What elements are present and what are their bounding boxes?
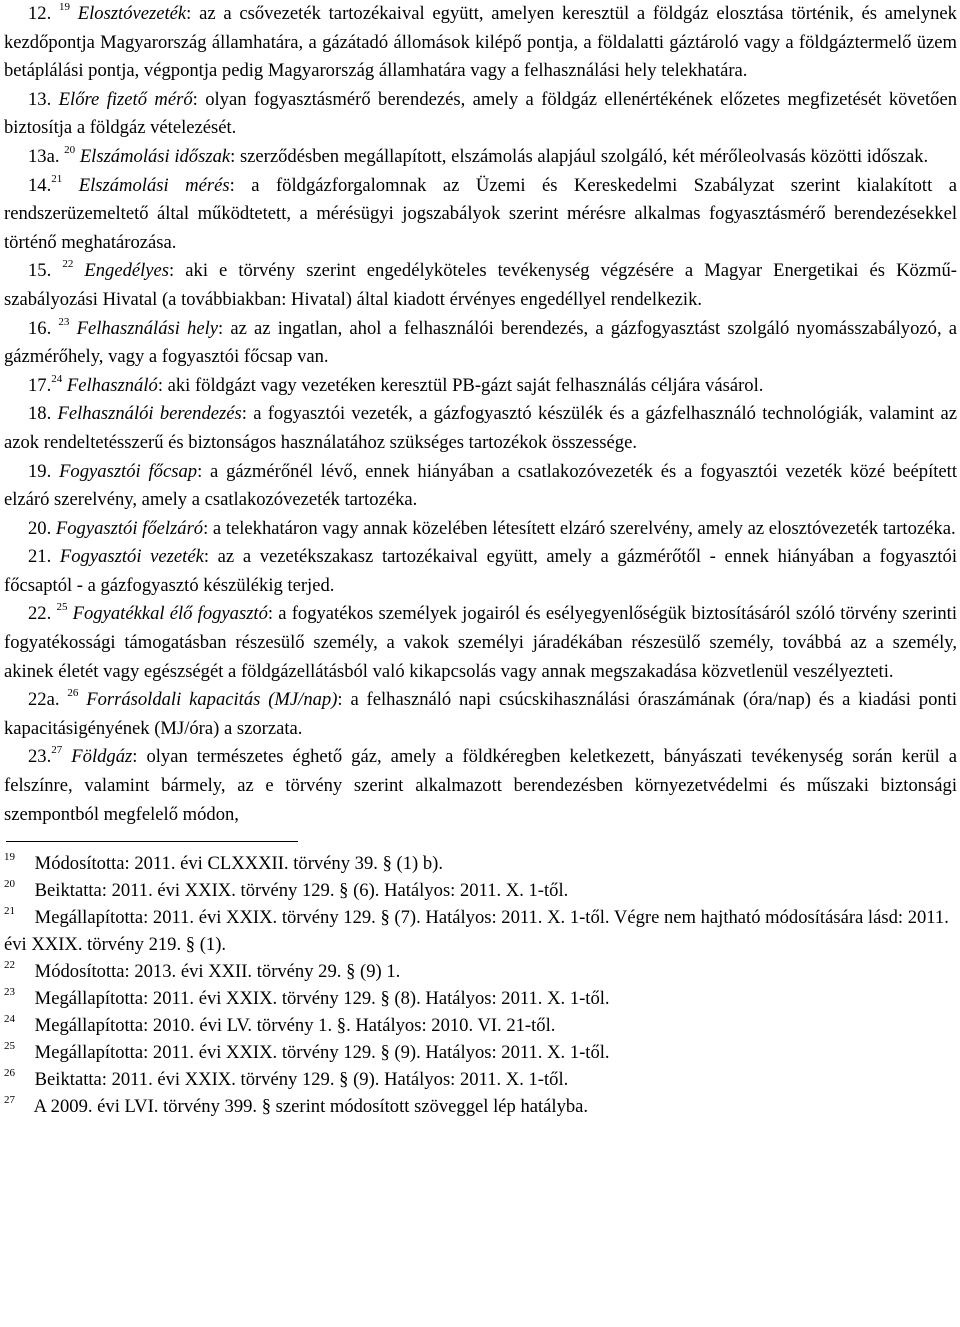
definition-paragraph — [4, 686, 957, 743]
footnote-text: Módosította: 2011. évi CLXXXII. törvény 39. § (1) b). — [34, 853, 443, 875]
footnote-text: Megállapította: 2010. évi LV. törvény 1. §. Hatályos: 2010. VI. 21-től. — [34, 1015, 556, 1037]
footnote-text: Beiktatta: 2011. évi XXIX. törvény 129. § (9). Hatályos: 2011. X. 1-től. — [34, 1069, 569, 1091]
definition-text: : a felhasználó napi csúcskihasználási óraszámának (óra/nap) és a kiadási ponti kapacitásigényének (MJ/óra) a szorzata. — [4, 689, 957, 739]
defined-term: Előre fizető mérő — [58, 88, 193, 110]
footnote-ref[interactable]: 22 — [62, 258, 74, 271]
paragraph-number: 13a. — [28, 145, 60, 167]
footnote: $^{23}$ Megállapította: 2011. évi XXIX. törvény 129. § (8). Hatályos: 2011. X. 1-től. — [4, 986, 610, 1010]
defined-term: Engedélyes — [84, 260, 170, 282]
footnote-ref[interactable]: 25 — [56, 601, 68, 614]
paragraph-number: 21. — [28, 546, 52, 568]
footnote-text: Beiktatta: 2011. évi XXIX. törvény 129. § (6). Hatályos: 2011. X. 1-től. — [34, 880, 569, 902]
definition-paragraph — [4, 257, 957, 314]
defined-term: Földgáz — [71, 746, 133, 768]
defined-term: Elosztóvezeték — [77, 3, 187, 24]
footnote: $^{24}$ Megállapította: 2010. évi LV. törvény 1. §. Hatályos: 2010. VI. 21-től. — [4, 1013, 556, 1037]
definition-paragraph — [4, 372, 957, 401]
footnote-text: Megállapította: 2011. évi XXIX. törvény 129. § (8). Hatályos: 2011. X. 1-től. — [34, 988, 610, 1010]
paragraph-number: 14. — [28, 174, 52, 196]
paragraph-number: 22a. — [28, 689, 60, 711]
paragraph-number: 13. — [28, 88, 52, 110]
paragraph-number: 12. — [28, 3, 52, 24]
paragraph-number: 15. — [28, 260, 52, 282]
footnote-ref[interactable]: 19 — [59, 1, 70, 13]
definitions-body — [4, 0, 957, 829]
defined-term: Fogyatékkal élő fogyasztó — [72, 603, 268, 625]
footnote: $^{21}$ Megállapította: 2011. évi XXIX. törvény 129. § (7). Hatályos: 2011. X. 1-től. Végre nem hajtható módosítására lásd: 2011. évi XXIX. törvény 219. § (1). — [4, 905, 949, 956]
definition-text: : a földgázforgalomnak az Üzemi és Kereskedelmi Szabályzat szerint kialakított a rendszerüzemeltető által működtetett, a mérésügyi jogszabályok szerint mérésre alkalmas fogyasztásmérő berendezésekkel történő meghatározása. — [4, 174, 958, 253]
footnote-ref[interactable]: 21 — [51, 172, 63, 185]
footnote-ref[interactable]: 26 — [67, 687, 79, 700]
footnote: $^{25}$ Megállapította: 2011. évi XXIX. törvény 129. § (9). Hatályos: 2011. X. 1-től. — [4, 1040, 610, 1064]
footnote-separator — [6, 841, 298, 842]
definition-text: : a gázmérőnél lévő, ennek hiányában a csatlakozóvezeték és a fogyasztói vezeték közé beépített elzáró szerelvény, amely a csatlakozóvezeték tartozéka. — [4, 460, 957, 511]
definition-text: : a fogyasztói vezeték, a gázfogyasztó készülék és a gázfelhasználó technológiák, valamint az azok rendeltetésszerű és biztonságos használatához szükséges tartozékok összessége. — [4, 403, 957, 453]
definition-paragraph — [4, 600, 957, 686]
defined-term: Fogyasztói főcsap — [59, 460, 198, 482]
definition-text: : a telekhatáron vagy annak közelében létesített elzáró szerelvény, amely az elosztóvezeték tartozéka. — [203, 517, 956, 539]
definition-paragraph — [4, 0, 957, 86]
definition-paragraph — [4, 543, 957, 600]
paragraph-number: 17. — [28, 374, 52, 396]
footnote: $^{19}$ Módosította: 2011. évi CLXXXII. törvény 39. § (1) b). — [4, 851, 443, 875]
defined-term: Fogyasztói vezeték — [59, 546, 204, 568]
definition-text: : az az ingatlan, ahol a felhasználói berendezés, a gázfogyasztást szolgáló nyomásszabályozó, a gázmérőhely, vagy a fogyasztói főcsap van. — [4, 317, 958, 368]
definition-text: : az a vezetékszakasz tartozékaival együtt, amely a gázmérőtől - ennek hiányában a fogyasztói főcsaptól - a gázfogyasztó készülékig terjed. — [4, 546, 957, 596]
paragraph-number: 19. — [28, 460, 52, 482]
definition-text: : aki földgázt vagy vezetéken keresztül PB-gázt saját felhasználás céljára vásárol. — [157, 374, 764, 396]
footnote-ref[interactable]: 27 — [51, 744, 63, 757]
defined-term: Felhasználási hely — [76, 317, 219, 339]
paragraph-number: 23. — [28, 746, 52, 768]
footnote-text: Megállapította: 2011. évi XXIX. törvény 129. § (9). Hatályos: 2011. X. 1-től. — [34, 1042, 610, 1064]
footnote: $^{20}$ Beiktatta: 2011. évi XXIX. törvény 129. § (6). Hatályos: 2011. X. 1-től. — [4, 878, 569, 902]
footnote: $^{26}$ Beiktatta: 2011. évi XXIX. törvény 129. § (9). Hatályos: 2011. X. 1-től. — [4, 1067, 569, 1091]
paragraph-number: 20. — [28, 517, 52, 539]
definition-text: : az a csővezeték tartozékaival együtt, amelyen keresztül a földgáz elosztása történik, és amelynek kezdőpontja Magyarország államhatára, a gázátadó állomások kilépő pontja, a földalatti gáztároló vagy a földgáztermelő üzem betáplálási pontja, végpontja pedig Magyarország államhatára vagy a felhasználási hely telekhatára. — [4, 3, 957, 82]
definition-paragraph — [4, 515, 957, 544]
document-page — [4, 0, 957, 1120]
defined-term: Forrásoldali kapacitás (MJ/nap) — [86, 689, 338, 711]
defined-term: Elszámolási mérés — [78, 174, 230, 196]
definition-paragraph — [4, 315, 957, 372]
defined-term: Elszámolási időszak — [79, 145, 231, 167]
definition-paragraph — [4, 86, 957, 143]
definition-text: : aki e törvény szerint engedélyköteles tevékenység végzésére a Magyar Energetikai és Közmű-szabályozási Hivatal (a továbbiakban: Hivatal) által kiadott érvényes engedéllyel rendelkezik. — [4, 260, 958, 310]
definition-paragraph — [4, 172, 957, 258]
defined-term: Fogyasztói főelzáró — [55, 517, 204, 539]
footnote-ref[interactable]: 20 — [64, 143, 76, 156]
paragraph-number: 16. — [28, 317, 52, 339]
defined-term: Felhasználó — [66, 374, 158, 396]
footnote: $^{27}$ A 2009. évi LVI. törvény 399. § szerint módosított szöveggel lép hatályba. — [4, 1094, 589, 1118]
footnote-text: A 2009. évi LVI. törvény 399. § szerint módosított szöveggel lép hatályba. — [33, 1096, 589, 1118]
paragraph-number: 18. — [28, 403, 52, 425]
footnote-text: Megállapította: 2011. évi XXIX. törvény 129. § (7). Hatályos: 2011. X. 1-től. Végre nem hajtható módosítására lásd: 2011. évi XXIX. törvény 219. § (1). — [4, 907, 949, 956]
definition-paragraph — [4, 458, 957, 515]
definition-paragraph — [4, 143, 957, 172]
definition-paragraph — [4, 400, 957, 457]
definition-text: : szerződésben megállapított, elszámolás alapjául szolgáló, két mérőleolvasás közötti időszak. — [230, 145, 929, 167]
footnote-text: Módosította: 2013. évi XXII. törvény 29. § (9) 1. — [34, 961, 401, 983]
defined-term: Felhasználói berendezés — [57, 403, 242, 425]
definition-text: : a fogyatékos személyek jogairól és esélyegyenlőségük biztosításáról szóló törvény szerinti fogyatékossági támogatásban részesülő személy, a vakok személyi járadékában részesülő személy, továbbá az a személy, akinek életét vagy egészségét a földgázellátásból való kikapcsolás vagy annak megszakadása közvetlenül veszélyezteti. — [4, 603, 958, 682]
definition-paragraph — [4, 743, 957, 829]
footnotes-section — [4, 850, 957, 1120]
footnote-ref[interactable]: 23 — [58, 315, 70, 328]
paragraph-number: 22. — [28, 603, 52, 625]
footnote-ref[interactable]: 24 — [51, 372, 63, 385]
definition-text: : olyan természetes éghető gáz, amely a földkéregben keletkezett, bányászati tevékenység során kerül a felszínre, valamint bármely, az e törvény szerint alkalmazott berendezésben környezetvédelmi és műszaki biztonsági szempontból megfelelő módon, — [4, 746, 957, 825]
footnote: $^{22}$ Módosította: 2013. évi XXII. törvény 29. § (9) 1. — [4, 959, 401, 983]
definition-text: : olyan fogyasztásmérő berendezés, amely a földgáz ellenértékének előzetes megfizetését követően biztosítja a földgáz vételezését. — [4, 88, 957, 139]
